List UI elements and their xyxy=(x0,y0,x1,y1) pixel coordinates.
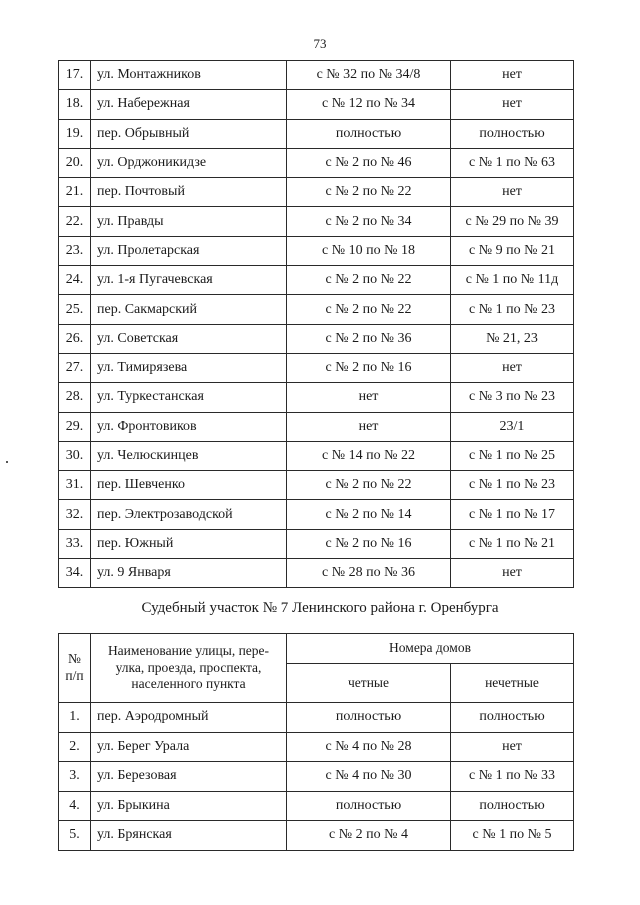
table-row xyxy=(59,353,574,382)
header-houses: Номера домов xyxy=(287,634,574,664)
odd-houses: с № 1 по № 33 xyxy=(451,762,574,792)
even-houses: с № 32 по № 34/8 xyxy=(287,61,451,90)
street-name: пер. Аэродромный xyxy=(91,703,287,733)
odd-houses: нет xyxy=(451,732,574,762)
district-7-table xyxy=(58,633,574,851)
table-row xyxy=(59,236,574,265)
header-name-line3: населенного пункта xyxy=(131,676,246,692)
odd-houses: нет xyxy=(451,61,574,90)
header-odd: нечетные xyxy=(451,664,574,703)
table-row xyxy=(59,732,574,762)
row-number: 32. xyxy=(59,500,91,529)
header-num-line2: п/п xyxy=(65,668,84,683)
section-title: Судебный участок № 7 Ленинского района г. Оренбурга xyxy=(141,600,499,616)
header-name xyxy=(91,634,287,703)
even-houses: с № 2 по № 22 xyxy=(287,295,451,324)
even-houses: нет xyxy=(287,412,451,441)
odd-houses: нет xyxy=(451,178,574,207)
row-number: 18. xyxy=(59,90,91,119)
odd-houses: нет xyxy=(451,559,574,588)
odd-houses: полностью xyxy=(451,703,574,733)
row-number: 19. xyxy=(59,119,91,148)
row-number: 3. xyxy=(59,762,91,792)
table-row xyxy=(59,559,574,588)
odd-houses: полностью xyxy=(451,791,574,821)
even-houses: с № 2 по № 4 xyxy=(287,821,451,851)
table-row xyxy=(59,178,574,207)
row-number: 31. xyxy=(59,471,91,500)
table-row xyxy=(59,441,574,470)
table-row xyxy=(59,703,574,733)
even-houses: с № 28 по № 36 xyxy=(287,559,451,588)
street-name: ул. Правды xyxy=(91,207,287,236)
row-number: 24. xyxy=(59,266,91,295)
even-houses: с № 2 по № 14 xyxy=(287,500,451,529)
row-number: 22. xyxy=(59,207,91,236)
odd-houses: полностью xyxy=(451,119,574,148)
table-row xyxy=(59,61,574,90)
odd-houses: с № 1 по № 23 xyxy=(451,471,574,500)
row-number: 26. xyxy=(59,324,91,353)
scan-artifact xyxy=(6,461,8,463)
odd-houses: с № 1 по № 11д xyxy=(451,266,574,295)
even-houses: с № 2 по № 22 xyxy=(287,471,451,500)
odd-houses: с № 1 по № 23 xyxy=(451,295,574,324)
street-name: пер. Электрозаводской xyxy=(91,500,287,529)
even-houses: с № 2 по № 36 xyxy=(287,324,451,353)
table-row xyxy=(59,762,574,792)
odd-houses: с № 1 по № 63 xyxy=(451,148,574,177)
even-houses: с № 2 по № 16 xyxy=(287,529,451,558)
even-houses: полностью xyxy=(287,703,451,733)
table-row xyxy=(59,266,574,295)
odd-houses: нет xyxy=(451,353,574,382)
odd-houses: с № 1 по № 25 xyxy=(451,441,574,470)
even-houses: с № 2 по № 34 xyxy=(287,207,451,236)
districts-table-continued xyxy=(58,60,574,588)
even-houses: полностью xyxy=(287,791,451,821)
table-row xyxy=(59,119,574,148)
table-row xyxy=(59,90,574,119)
table-row xyxy=(59,791,574,821)
even-houses: с № 4 по № 30 xyxy=(287,762,451,792)
table-row xyxy=(59,207,574,236)
street-name: ул. Советская xyxy=(91,324,287,353)
odd-houses: с № 9 по № 21 xyxy=(451,236,574,265)
street-name: пер. Южный xyxy=(91,529,287,558)
odd-houses: с № 1 по № 21 xyxy=(451,529,574,558)
even-houses: с № 2 по № 22 xyxy=(287,178,451,207)
even-houses: с № 10 по № 18 xyxy=(287,236,451,265)
header-name-line2: улка, проезда, проспекта, xyxy=(115,659,262,675)
street-name: ул. Брыкина xyxy=(91,791,287,821)
street-name: ул. Пролетарская xyxy=(91,236,287,265)
row-number: 33. xyxy=(59,529,91,558)
table-body xyxy=(59,61,574,588)
street-name: ул. Челюскинцев xyxy=(91,441,287,470)
street-name: пер. Почтовый xyxy=(91,178,287,207)
street-name: ул. Монтажников xyxy=(91,61,287,90)
street-name: ул. Брянская xyxy=(91,821,287,851)
street-name: ул. Фронтовиков xyxy=(91,412,287,441)
header-name-line1: Наименование улицы, пере- xyxy=(107,642,270,658)
street-name: ул. Набережная xyxy=(91,90,287,119)
header-even: четные xyxy=(287,664,451,703)
odd-houses: с № 1 по № 5 xyxy=(451,821,574,851)
row-number: 1. xyxy=(59,703,91,733)
row-number: 5. xyxy=(59,821,91,851)
even-houses: с № 12 по № 34 xyxy=(287,90,451,119)
row-number: 17. xyxy=(59,61,91,90)
table-body xyxy=(59,703,574,851)
table-row xyxy=(59,295,574,324)
table-row xyxy=(59,471,574,500)
row-number: 27. xyxy=(59,353,91,382)
street-name: пер. Шевченко xyxy=(91,471,287,500)
street-name: ул. 9 Января xyxy=(91,559,287,588)
street-name: ул. 1-я Пугачевская xyxy=(91,266,287,295)
row-number: 30. xyxy=(59,441,91,470)
row-number: 34. xyxy=(59,559,91,588)
table-row xyxy=(59,148,574,177)
street-name: ул. Туркестанская xyxy=(91,383,287,412)
row-number: 4. xyxy=(59,791,91,821)
odd-houses: с № 3 по № 23 xyxy=(451,383,574,412)
row-number: 23. xyxy=(59,236,91,265)
row-number: 20. xyxy=(59,148,91,177)
header-num-line1: № xyxy=(68,651,81,667)
table-row xyxy=(59,412,574,441)
street-name: пер. Сакмарский xyxy=(91,295,287,324)
even-houses: с № 2 по № 46 xyxy=(287,148,451,177)
odd-houses: с № 29 по № 39 xyxy=(451,207,574,236)
table-row xyxy=(59,821,574,851)
even-houses: с № 2 по № 16 xyxy=(287,353,451,382)
even-houses: полностью xyxy=(287,119,451,148)
table-row xyxy=(59,324,574,353)
street-name: ул. Тимирязева xyxy=(91,353,287,382)
row-number: 21. xyxy=(59,178,91,207)
street-name: ул. Берег Урала xyxy=(91,732,287,762)
odd-houses: № 21, 23 xyxy=(451,324,574,353)
odd-houses: с № 1 по № 17 xyxy=(451,500,574,529)
row-number: 25. xyxy=(59,295,91,324)
street-name: ул. Орджоникидзе xyxy=(91,148,287,177)
odd-houses: 23/1 xyxy=(451,412,574,441)
even-houses: с № 14 по № 22 xyxy=(287,441,451,470)
row-number: 29. xyxy=(59,412,91,441)
table-row xyxy=(59,383,574,412)
even-houses: с № 4 по № 28 xyxy=(287,732,451,762)
street-name: ул. Березовая xyxy=(91,762,287,792)
row-number: 2. xyxy=(59,732,91,762)
street-name: пер. Обрывный xyxy=(91,119,287,148)
even-houses: нет xyxy=(287,383,451,412)
page-number: 73 xyxy=(313,36,327,51)
table-row xyxy=(59,500,574,529)
header-num xyxy=(59,634,91,703)
even-houses: с № 2 по № 22 xyxy=(287,266,451,295)
table-row xyxy=(59,529,574,558)
odd-houses: нет xyxy=(451,90,574,119)
row-number: 28. xyxy=(59,383,91,412)
